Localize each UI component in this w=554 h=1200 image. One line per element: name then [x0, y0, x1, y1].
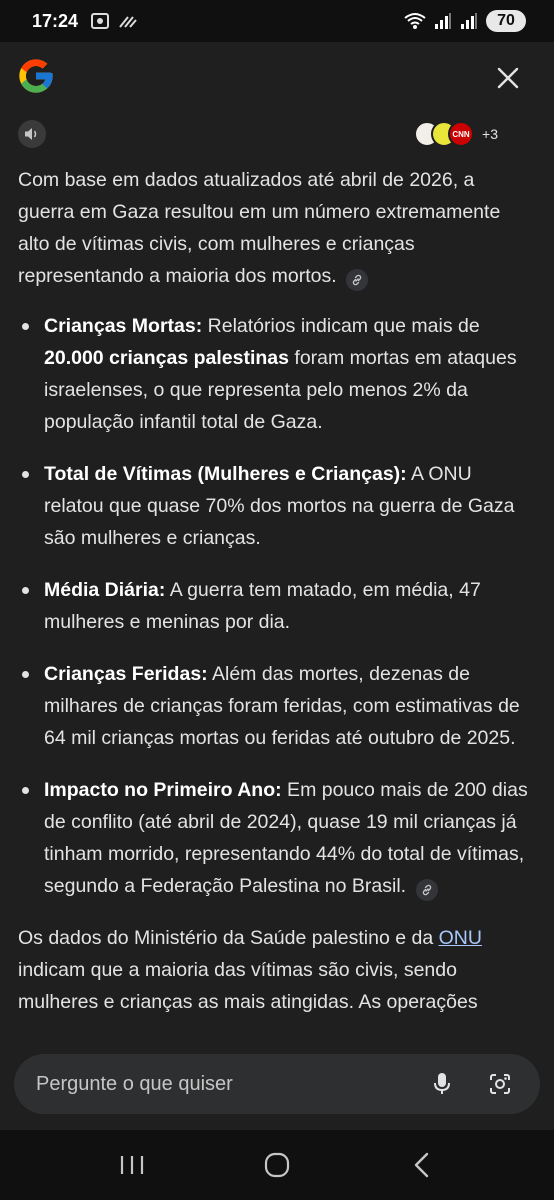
read-aloud-button[interactable]	[18, 120, 46, 148]
close-button[interactable]	[490, 60, 526, 96]
status-time: 17:24	[32, 10, 79, 31]
speaker-icon	[24, 126, 40, 142]
battery-level: 70	[497, 12, 515, 29]
system-nav-bar	[0, 1130, 554, 1200]
voice-search-button[interactable]	[420, 1062, 464, 1106]
google-g-logo	[16, 56, 56, 96]
citation-link-chip[interactable]	[346, 269, 368, 291]
onu-link[interactable]: ONU	[438, 927, 482, 949]
ask-input-bar	[14, 1054, 540, 1114]
sources-button[interactable]	[414, 119, 498, 149]
home-icon	[264, 1152, 290, 1178]
ai-answer	[18, 164, 536, 1042]
source-badge: CNN	[452, 129, 470, 139]
ask-input[interactable]	[14, 1072, 420, 1097]
nfc-icon	[118, 13, 138, 29]
answer-toolbar	[0, 116, 554, 152]
list-item: Crianças Feridas: Além das mortes, dezenas de milhares de crianças foram feridas, com estimativas de 64 mil crianças mortas ou feridas até outubro de 2025.	[18, 658, 536, 754]
list-item: Média Diária: A guerra tem matado, em média, 47 mulheres e meninas por dia.	[18, 574, 536, 638]
back-button[interactable]	[397, 1140, 447, 1190]
signal-icon-1	[434, 12, 452, 30]
answer-intro	[18, 164, 536, 292]
home-button[interactable]	[252, 1140, 302, 1190]
google-app	[0, 42, 554, 1130]
wifi-icon	[404, 12, 426, 30]
link-icon	[421, 884, 433, 896]
citation-link-chip[interactable]	[416, 879, 438, 901]
microphone-icon	[433, 1072, 451, 1096]
answer-outro: Os dados do Ministério da Saúde palestino e da ONU indicam que a maioria das vítimas são civis, sendo mulheres e crianças as mais atingidas. As operações	[18, 927, 482, 1013]
camera-lens-icon	[488, 1072, 512, 1096]
source-favicon-3	[448, 121, 474, 147]
link-icon	[351, 274, 363, 286]
answer-bullets	[18, 310, 536, 902]
recent-apps-icon	[119, 1153, 145, 1177]
close-icon	[497, 67, 519, 89]
recent-apps-button[interactable]	[107, 1140, 157, 1190]
list-item: Total de Vítimas (Mulheres e Crianças): A ONU relatou que quase 70% dos mortos na guerra de Gaza são mulheres e crianças.	[18, 458, 536, 554]
intro-text: Com base em dados atualizados até abril de 2026, a guerra em Gaza resultou em um número extremamente alto de vítimas civis, com mulheres e crianças representando a maioria dos mortos.	[18, 169, 501, 287]
list-item: Crianças Mortas: Relatórios indicam que mais de 20.000 crianças palestinas foram mortas em ataques israelenses, o que representa pelo menos 2% da população infantil total de Gaza.	[18, 310, 536, 438]
screenshot-icon	[90, 12, 110, 30]
lens-button[interactable]	[478, 1062, 522, 1106]
battery-indicator	[486, 10, 526, 32]
list-item: Impacto no Primeiro Ano: Em pouco mais de 200 dias de conflito (até abril de 2024), quase 19 mil crianças já tinham morrido, representando 44% do total de vítimas, segundo a Federação Palestina no Brasil.	[18, 774, 536, 902]
sources-more-count: +3	[482, 126, 498, 142]
signal-icon-2	[460, 12, 478, 30]
back-icon	[412, 1152, 432, 1178]
header	[0, 42, 554, 112]
status-bar	[0, 0, 554, 42]
